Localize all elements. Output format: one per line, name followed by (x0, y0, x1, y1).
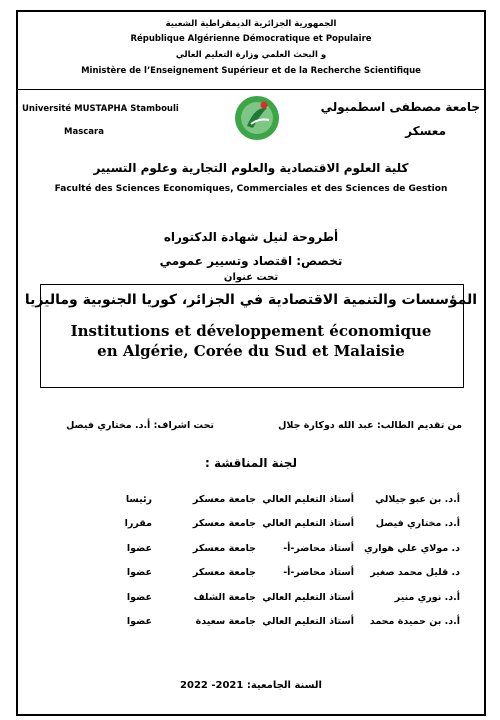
table-row (56, 536, 460, 561)
ministry-fr: Ministère de l’Enseignement Supérieur et de la Recherche Scientifique (81, 66, 421, 76)
member-role: عضوا (126, 591, 152, 603)
republic-fr: République Algérienne Démocratique et Populaire (130, 34, 372, 44)
member-role: عضوا (126, 542, 152, 554)
student-label: من تقديم الطالب: عبد الله دوكارة جلال (278, 420, 462, 431)
member-name: د. مولاي علي هواري (364, 542, 460, 554)
member-rank: أستاذ التعليم العالي (262, 493, 354, 505)
republic-ar: الجمهورية الجزائرية الديمقراطية الشعبية (165, 19, 337, 29)
header-divider (16, 89, 486, 90)
member-rank: أستاذ التعليم العالي (262, 518, 354, 530)
member-university: جامعة الشلف (193, 591, 256, 603)
faculty-fr: Faculté des Sciences Economiques, Commerciales et des Sciences de Gestion (54, 184, 448, 194)
university-name-ar: جامعة مصطفى اسطمبولي (320, 100, 480, 114)
member-rank: أستاذ محاضر-أ- (283, 567, 354, 579)
university-city-fr: Mascara (64, 127, 104, 137)
member-role: مقررا (124, 518, 152, 530)
table-row (56, 610, 460, 635)
member-university: جامعة معسكر (192, 493, 256, 505)
member-name: د. قليل محمد صغير (370, 567, 460, 579)
member-name: أ.د. بن عبو جيلالي (375, 493, 460, 505)
member-name: أ.د. بن حميدة محمد (369, 616, 460, 628)
under-title-label: تحت عنوان (223, 272, 279, 283)
member-rank: أستاذ محاضر-أ- (283, 542, 354, 554)
member-name: أ.د. مختاري فيصل (375, 518, 460, 530)
member-university: جامعة سعيدة (195, 616, 256, 628)
table-row (56, 487, 460, 512)
ministry-ar: و البحث العلمي وزارة التعليم العالي (175, 50, 327, 60)
faculty-ar: كلية العلوم الاقتصادية والعلوم التجارية وعلوم التسيير (93, 161, 409, 175)
member-university: جامعة معسكر (192, 567, 256, 579)
committee-heading: لجنة المناقشة : (205, 456, 297, 470)
member-role: عضوا (126, 567, 152, 579)
member-university: جامعة معسكر (192, 542, 256, 554)
member-rank: أستاذ التعليم العالي (262, 616, 354, 628)
university-logo-icon (233, 94, 281, 142)
thesis-title-fr-line2: en Algérie, Corée du Sud et Malaisie (97, 342, 405, 360)
specialty: تخصص: اقتصاد وتسيير عمومي (159, 254, 343, 268)
table-row (56, 585, 460, 610)
member-rank: أستاذ التعليم العالي (262, 591, 354, 603)
supervisor-label: تحت اشراف: أ.د. مختاري فيصل (66, 420, 214, 431)
member-name: أ.د. نوري منير (394, 591, 460, 603)
member-role: رئيسا (125, 493, 152, 505)
university-city-ar: معسكر (405, 124, 446, 138)
table-row (56, 512, 460, 537)
table-row (56, 561, 460, 586)
university-name-fr: Université MUSTAPHA Stambouli (22, 104, 179, 114)
thesis-title-ar: المؤسسات والتنمية الاقتصادية في الجزائر، كوريا الجنوبية وماليزيا (24, 292, 478, 308)
committee-table (56, 487, 460, 634)
thesis-type: أطروحة لنيل شهادة الدكتوراه (163, 230, 339, 244)
academic-year: السنة الجامعية: 2021- 2022 (180, 680, 322, 691)
thesis-title-fr-line1: Institutions et développement économique (70, 322, 432, 340)
member-role: عضوا (126, 616, 152, 628)
member-university: جامعة معسكر (192, 518, 256, 530)
